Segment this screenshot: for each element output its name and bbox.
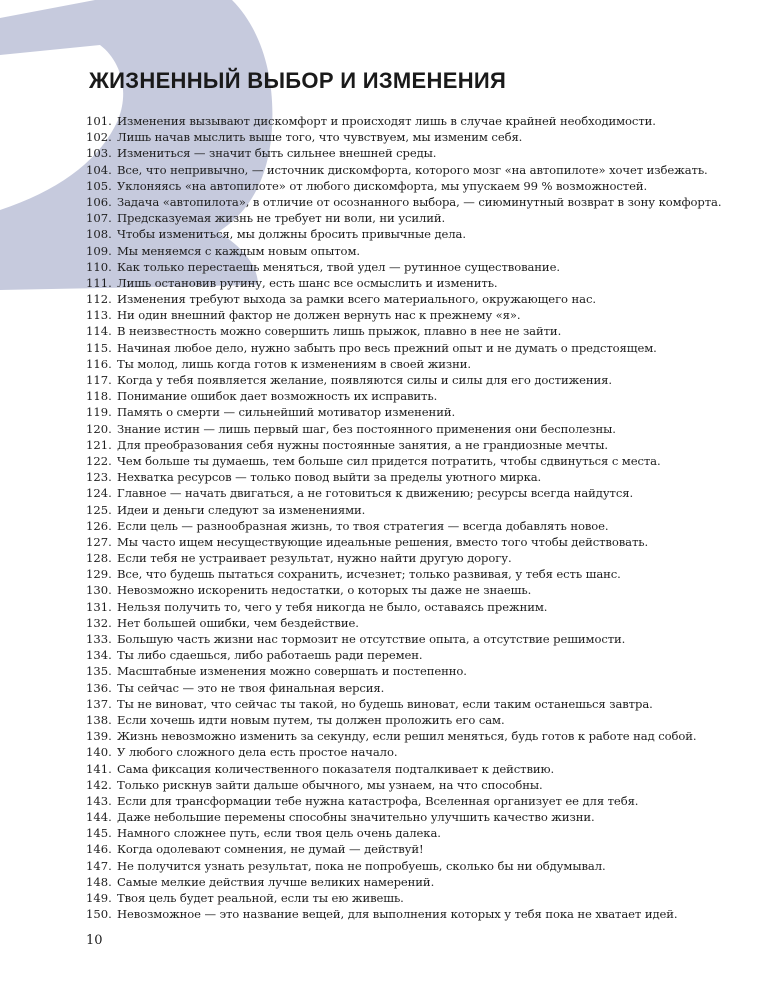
item-number: 142.: [86, 777, 112, 792]
item-text: Ни один внешний фактор не должен вернуть нас к прежнему «я».: [117, 308, 521, 323]
item-number: 112.: [86, 292, 112, 307]
item-number: 101.: [86, 114, 112, 128]
list-item: [86, 615, 721, 631]
item-text: Масштабные изменения можно совершать и постепенно.: [117, 664, 467, 679]
list-item: [86, 874, 721, 890]
item-number: 144.: [86, 810, 112, 825]
item-number: 121.: [86, 437, 112, 452]
item-text: Если тебя не устраивает результат, нужно найти другую дорогу.: [117, 551, 512, 566]
item-text: Все, что будешь пытаться сохранить, исчезнет; только развивая, у тебя есть шанс.: [117, 567, 621, 582]
list-item: [86, 469, 721, 485]
item-text: Чтобы измениться, мы должны бросить привычные дела.: [117, 227, 466, 242]
item-number: 139.: [86, 729, 112, 744]
list-item: [86, 696, 721, 712]
item-number: 143.: [86, 793, 112, 808]
item-number: 136.: [86, 680, 112, 695]
item-text: Как только перестаешь меняться, твой удел — рутинное существование.: [117, 259, 560, 274]
item-text: Невозможно искоренить недостатки, о которых ты даже не знаешь.: [117, 583, 532, 598]
item-number: 141.: [86, 761, 112, 776]
item-text: Не получится узнать результат, пока не попробуешь, сколько бы ни обдумывал.: [117, 858, 606, 873]
item-number: 149.: [86, 891, 112, 905]
list-item: [86, 550, 721, 566]
item-text: Идеи и деньги следуют за изменениями.: [117, 502, 366, 517]
list-item: [86, 194, 721, 210]
item-text: Большую часть жизни нас тормозит не отсутствие опыта, а отсутствие решимости.: [117, 632, 626, 646]
item-number: 145.: [86, 826, 112, 841]
item-number: 138.: [86, 712, 112, 727]
item-text: Если хочешь идти новым путем, ты должен проложить его сам.: [117, 712, 505, 727]
item-text: Начиная любое дело, нужно забыть про весь прежний опыт и не думать о предстоящем.: [117, 340, 657, 355]
item-text: Если цель — разнообразная жизнь, то твоя стратегия — всегда добавлять новое.: [117, 518, 609, 533]
item-number: 130.: [86, 583, 112, 598]
list-item: [86, 890, 721, 906]
item-number: 118.: [86, 389, 112, 404]
item-text: Нехватка ресурсов — только повод выйти за пределы уютного мирка.: [117, 470, 542, 485]
list-item: [86, 437, 721, 453]
item-text: Задача «автопилота», в отличие от осознанного выбора, — сиюминутный возврат в зону комфорта.: [117, 194, 722, 209]
item-text: Твоя цель будет реальной, если ты ею живешь.: [117, 891, 404, 905]
item-number: 129.: [86, 567, 112, 582]
list-item: [86, 275, 721, 291]
item-number: 131.: [86, 599, 112, 614]
item-number: 137.: [86, 696, 112, 711]
list-item: [86, 647, 721, 663]
item-number: 108.: [86, 227, 112, 242]
list-item: [86, 825, 721, 841]
item-number: 148.: [86, 874, 112, 889]
item-text: Чем больше ты думаешь, тем больше сил придется потратить, чтобы сдвинуться с места.: [117, 453, 661, 468]
item-number: 102.: [86, 130, 112, 145]
list-item: [86, 421, 721, 437]
list-item: [86, 858, 721, 874]
item-text: Ты молод, лишь когда готов к изменениям в своей жизни.: [117, 356, 471, 371]
item-number: 146.: [86, 842, 112, 857]
item-number: 126.: [86, 518, 112, 533]
item-number: 107.: [86, 211, 112, 226]
item-text: Лишь остановив рутину, есть шанс все осмыслить и изменить.: [117, 275, 498, 290]
list-item: [86, 761, 721, 777]
list-item: [86, 340, 721, 356]
item-number: 105.: [86, 178, 112, 193]
list-item: [86, 145, 721, 161]
item-number: 111.: [86, 275, 112, 290]
item-number: 122.: [86, 453, 112, 468]
item-number: 132.: [86, 615, 112, 630]
item-text: Лишь начав мыслить выше того, что чувствуем, мы изменим себя.: [117, 130, 523, 145]
item-number: 115.: [86, 340, 112, 355]
item-text: Ты либо сдаешься, либо работаешь ради перемен.: [117, 648, 423, 663]
item-number: 113.: [86, 308, 112, 323]
list-item: [86, 307, 721, 323]
list-item: [86, 680, 721, 696]
list-item: [86, 777, 721, 793]
item-text: Предсказуемая жизнь не требует ни воли, ни усилий.: [117, 211, 446, 226]
list-item: [86, 259, 721, 275]
list-item: [86, 809, 721, 825]
item-number: 134.: [86, 648, 112, 663]
item-number: 110.: [86, 259, 112, 274]
item-text: Когда у тебя появляется желание, появляются силы и силы для его достижения.: [117, 373, 612, 387]
list-item: [86, 712, 721, 728]
item-number: 140.: [86, 745, 112, 760]
item-text: Уклоняясь «на автопилоте» от любого дискомфорта, мы упускаем 99 % возможностей.: [117, 178, 648, 193]
item-text: Самые мелкие действия лучше великих намерений.: [117, 874, 435, 889]
item-number: 135.: [86, 664, 112, 679]
item-text: Нет большей ошибки, чем бездействие.: [117, 615, 359, 630]
item-number: 119.: [86, 405, 112, 420]
list-item: [86, 113, 721, 129]
list-item: [86, 485, 721, 501]
item-text: Изменения вызывают дискомфорт и происходят лишь в случае крайней необходимости.: [117, 114, 656, 128]
item-text: Намного сложнее путь, если твоя цель очень далека.: [117, 826, 441, 841]
item-text: Знание истин — лишь первый шаг, без постоянного применения они бесполезны.: [117, 421, 616, 436]
item-number: 147.: [86, 858, 112, 873]
item-text: Память о смерти — сильнейший мотиватор изменений.: [117, 405, 456, 420]
item-number: 123.: [86, 470, 112, 485]
list-item: [86, 631, 721, 647]
list-item: [86, 388, 721, 404]
list-item: [86, 744, 721, 760]
list-item: [86, 291, 721, 307]
list-item: [86, 663, 721, 679]
item-number: 114.: [86, 324, 112, 339]
item-text: Даже небольшие перемены способны значительно улучшить качество жизни.: [117, 810, 595, 825]
list-item: [86, 599, 721, 615]
item-text: Если для трансформации тебе нужна катастрофа, Вселенная организует ее для тебя.: [117, 793, 639, 808]
item-text: У любого сложного дела есть простое начало.: [117, 745, 398, 760]
item-text: Главное — начать двигаться, а не готовиться к движению; ресурсы всегда найдутся.: [117, 486, 634, 501]
page-title: ЖИЗНЕННЫЙ ВЫБОР И ИЗМЕНЕНИЯ: [89, 68, 507, 93]
list-item: [86, 793, 721, 809]
list-item: [86, 178, 721, 194]
item-number: 104.: [86, 162, 112, 177]
item-text: Когда одолевают сомнения, не думай — действуй!: [117, 842, 424, 857]
item-text: Ты не виноват, что сейчас ты такой, но будешь виноват, если таким останешься завтра.: [117, 696, 653, 711]
list-item: [86, 372, 721, 388]
item-number: 150.: [86, 907, 112, 922]
list-item: [86, 162, 721, 178]
list-item: [86, 841, 721, 857]
list-item: [86, 534, 721, 550]
item-text: Только рискнув зайти дальше обычного, мы узнаем, на что способны.: [117, 777, 543, 792]
list-item: [86, 518, 721, 534]
list-item: [86, 453, 721, 469]
item-number: 133.: [86, 632, 112, 646]
item-number: 124.: [86, 486, 112, 501]
item-text: Жизнь невозможно изменить за секунду, если решил меняться, будь готов к работе над собой.: [117, 729, 697, 744]
list-item: [86, 502, 721, 518]
item-text: Мы часто ищем несуществующие идеальные решения, вместо того чтобы действовать.: [117, 534, 649, 549]
list-item: [86, 566, 721, 582]
page-number: 10: [86, 933, 103, 948]
item-text: Мы меняемся с каждым новым опытом.: [117, 243, 360, 258]
item-text: Ты сейчас — это не твоя финальная версия.: [117, 680, 385, 695]
item-number: 116.: [86, 356, 112, 371]
item-number: 120.: [86, 421, 112, 436]
item-text: Все, что непривычно, — источник дискомфорта, которого мозг «на автопилоте» хочет избежать.: [117, 162, 708, 177]
quotes-list: [86, 113, 721, 922]
item-text: Изменения требуют выхода за рамки всего материального, окружающего нас.: [117, 292, 596, 307]
item-number: 127.: [86, 534, 112, 549]
item-number: 103.: [86, 146, 112, 161]
item-text: Сама фиксация количественного показателя подталкивает к действию.: [117, 761, 555, 776]
list-item: [86, 906, 721, 922]
item-text: В неизвестность можно совершить лишь прыжок, плавно в нее не зайти.: [117, 324, 562, 339]
list-item: [86, 243, 721, 259]
item-text: Нельзя получить то, чего у тебя никогда не было, оставаясь прежним.: [117, 599, 548, 614]
list-item: [86, 728, 721, 744]
item-number: 128.: [86, 551, 112, 566]
item-text: Понимание ошибок дает возможность их исправить.: [117, 389, 438, 404]
list-item: [86, 356, 721, 372]
item-text: Невозможное — это название вещей, для выполнения которых у тебя пока не хватает идей.: [117, 907, 678, 922]
item-text: Для преобразования себя нужны постоянные занятия, а не грандиозные мечты.: [117, 437, 608, 452]
list-item: [86, 404, 721, 420]
item-number: 117.: [86, 373, 112, 387]
list-item: [86, 210, 721, 226]
item-text: Измениться — значит быть сильнее внешней среды.: [117, 146, 437, 161]
list-item: [86, 226, 721, 242]
list-item: [86, 323, 721, 339]
item-number: 106.: [86, 194, 112, 209]
item-number: 109.: [86, 243, 112, 258]
list-item: [86, 582, 721, 598]
item-number: 125.: [86, 502, 112, 517]
list-item: [86, 129, 721, 145]
